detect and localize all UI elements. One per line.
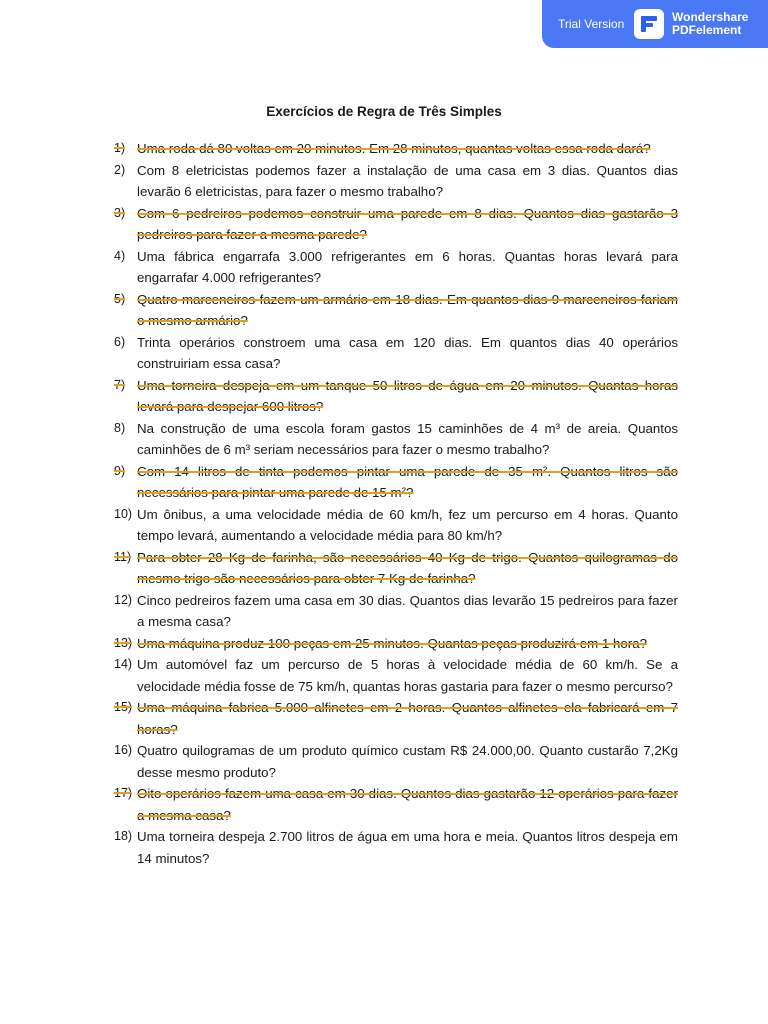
exercise-item (110, 246, 678, 289)
exercise-number: 9) (114, 463, 126, 478)
brand-line-2: PDFelement (672, 23, 742, 37)
exercise-text: Trinta operários constroem uma casa em 120 dias. Em quantos dias 40 operários construiriam essa casa? (137, 334, 678, 371)
exercise-item (110, 590, 678, 633)
exercise-text: Quatro quilogramas de um produto químico custam R$ 24.000,00. Quanto custarão 7,2Kg desse mesmo produto? (137, 743, 678, 780)
exercise-number: 17) (114, 786, 133, 800)
exercise-text: Com 6 pedreiros podemos construir uma parede em 8 dias. Quantos dias gastarão 3 pedreiros para fazer a mesma parede? (137, 205, 678, 242)
exercise-item (110, 375, 678, 418)
exercise-item (110, 740, 678, 783)
exercise-number: 4) (114, 248, 126, 263)
exercise-number: 7) (114, 377, 126, 392)
exercise-item (110, 633, 678, 655)
exercise-number: 8) (114, 420, 126, 435)
exercise-number: 1) (114, 141, 126, 155)
exercise-text: Uma torneira despeja em um tanque 50 litros de água em 20 minutos. Quantas horas levará para despejar 600 litros? (137, 377, 678, 414)
exercise-item (110, 654, 678, 697)
exercise-item (110, 138, 678, 160)
exercise-text: Uma torneira despeja 2.700 litros de água em uma hora e meia. Quantos litros despeja em 14 minutos? (137, 829, 678, 866)
exercise-number: 13) (114, 635, 133, 650)
exercise-number: 18) (114, 829, 133, 843)
exercise-text: Um automóvel faz um percurso de 5 horas à velocidade média de 60 km/h. Se a velocidade média fosse de 75 km/h, quantas horas gastaria para fazer o mesmo percurso? (137, 657, 678, 694)
brand-name (672, 11, 748, 37)
exercise-item (110, 697, 678, 740)
exercise-text: Uma fábrica engarrafa 3.000 refrigerantes em 6 horas. Quantas horas levará para engarrafar 4.000 refrigerantes? (137, 248, 678, 285)
exercise-number: 3) (114, 205, 126, 220)
document-title: Exercícios de Regra de Três Simples (266, 104, 502, 119)
exercise-number: 14) (114, 657, 133, 671)
exercise-text: Uma máquina produz 100 peças em 25 minutos. Quantas peças produzirá em 1 hora? (137, 635, 648, 651)
exercise-number: 11) (114, 549, 132, 564)
exercise-number: 2) (114, 162, 126, 177)
exercise-list (110, 138, 678, 869)
exercise-item (110, 547, 678, 590)
exercise-number: 10) (114, 506, 133, 521)
exercise-number: 5) (114, 291, 126, 306)
exercise-number: 15) (114, 700, 133, 714)
exercise-text: Com 14 litros de tinta podemos pintar uma parede de 35 m². Quantos litros são necessários para pintar uma parede de 15 m²? (137, 463, 678, 500)
trial-version-label: Trial Version (558, 17, 625, 31)
exercise-item (110, 203, 678, 246)
exercise-item (110, 504, 678, 547)
exercise-number: 6) (114, 334, 126, 349)
trial-banner[interactable] (542, 0, 768, 48)
exercise-number: 16) (114, 743, 133, 757)
exercise-text: Uma máquina fabrica 5.000 alfinetes em 2 horas. Quantos alfinetes ela fabricará em 7 horas? (137, 700, 678, 737)
exercise-item (110, 418, 678, 461)
exercise-text: Um ônibus, a uma velocidade média de 60 km/h, fez um percurso em 4 horas. Quanto tempo levará, aumentando a velocidade média para 80 km/h? (137, 506, 678, 543)
exercise-text: Para obter 28 Kg de farinha, são necessários 40 Kg de trigo. Quantos quilogramas do mesmo trigo são necessários para obter 7 Kg de farinha? (137, 549, 678, 586)
exercise-item (110, 160, 678, 203)
exercise-number: 12) (114, 592, 133, 607)
exercise-text: Com 8 eletricistas podemos fazer a instalação de uma casa em 3 dias. Quantos dias levarão 6 eletricistas, para fazer o mesmo trabalho? (137, 162, 678, 199)
exercise-item (110, 289, 678, 332)
exercise-item (110, 461, 678, 504)
exercise-item (110, 332, 678, 375)
pdfelement-logo-icon (634, 9, 664, 39)
brand-line-1: Wondershare (672, 10, 749, 24)
exercise-item (110, 826, 678, 869)
exercise-text: Quatro marceneiros fazem um armário em 18 dias. Em quantos dias 9 marceneiros fariam o mesmo armário? (137, 291, 678, 328)
exercise-text: Oito operários fazem uma casa em 30 dias. Quantos dias gastarão 12 operários para fazer a mesma casa? (137, 786, 678, 823)
exercise-item (110, 783, 678, 826)
exercise-text: Cinco pedreiros fazem uma casa em 30 dias. Quantos dias levarão 15 pedreiros para fazer a mesma casa? (137, 592, 678, 629)
exercise-text: Uma roda dá 80 voltas em 20 minutos. Em 28 minutos, quantas voltas essa roda dará? (137, 141, 651, 156)
exercise-text: Na construção de uma escola foram gastos 15 caminhões de 4 m³ de areia. Quantos caminhões de 6 m³ seriam necessários para fazer o mesmo trabalho? (137, 420, 678, 457)
